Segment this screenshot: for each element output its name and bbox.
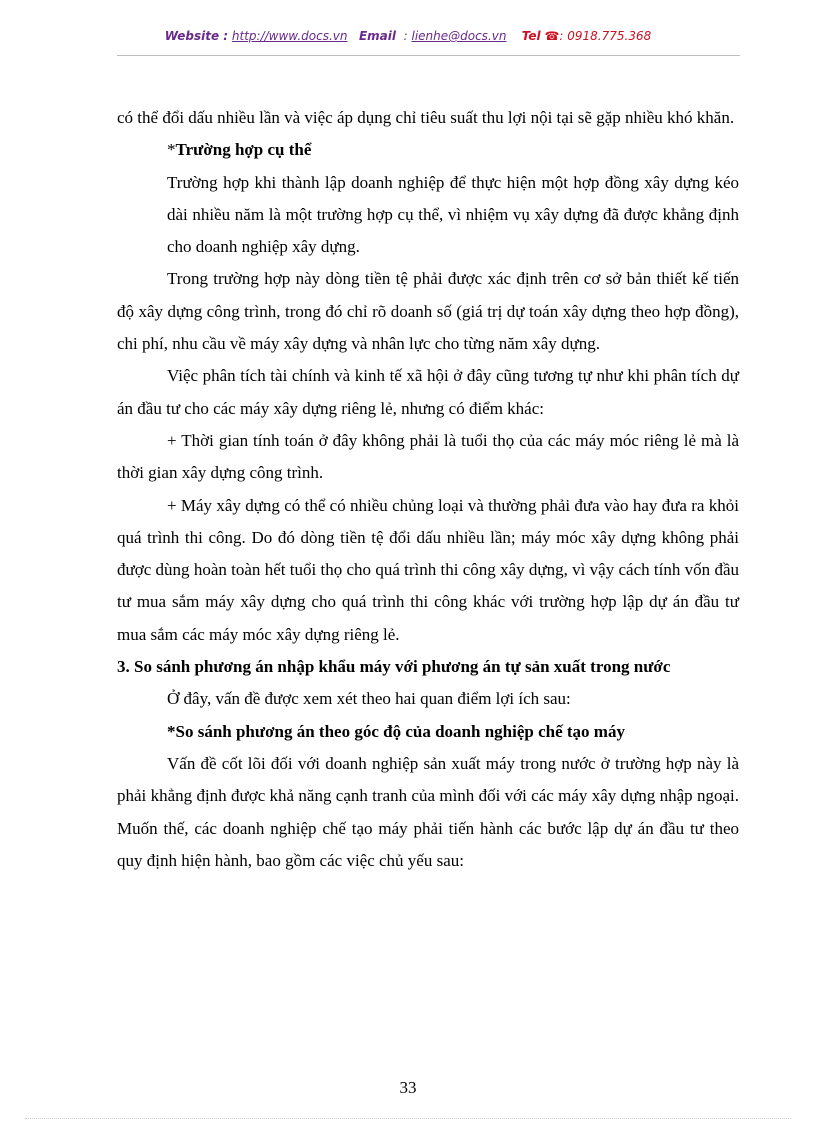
phone-icon: ☎: [544, 29, 560, 43]
paragraph: Ở đây, vấn đề được xem xét theo hai quan điểm lợi ích sau:: [167, 689, 571, 709]
paragraph: Trường hợp khi thành lập doanh nghiệp để thực hiện một hợp đồng xây dựng kéo dài nhiều năm là một trường hợp cụ thể, vì nhiệm vụ xây dựng đã được khẳng định cho doanh nghiệp xây dựng.: [167, 172, 739, 257]
email-separator: :: [403, 29, 408, 43]
paragraph: + Máy xây dựng có thể có nhiều chủng loại và thường phải đưa vào hay đưa ra khỏi quá trình thi công. Do đó dòng tiền tệ đổi dấu nhiều lần; máy móc xây dựng không phải được dùng hoàn toàn hết tuổi thọ cho quá trình thi công xây dựng, vì vậy cách tính vốn đầu tư mua sắm máy xây dựng cho quá trình thi công khác với trường hợp lập dự án đầu tư mua sắm các máy móc xây dựng riêng lẻ.: [117, 495, 739, 644]
paragraph: Vấn đề cốt lõi đối với doanh nghiệp sản xuất máy trong nước ở trường hợp này là phải khẳng định được khả năng cạnh tranh của mình đối với các máy xây dựng nhập ngoại. Muốn thế, các doanh nghiệp chế tạo máy phải tiến hành các bước lập dự án đầu tư theo quy định hiện hành, bao gồm các việc chủ yếu sau:: [117, 753, 739, 870]
page-number: 33: [399, 1078, 417, 1097]
paragraph: có thể đổi dấu nhiều lần và việc áp dụng chỉ tiêu suất thu lợi nội tại sẽ gặp nhiều khó khăn.: [117, 108, 735, 127]
bullet-star: *: [167, 140, 176, 160]
email-label: Email: [358, 29, 396, 43]
email-link[interactable]: lienhe@docs.vn: [411, 29, 507, 43]
header-divider: [117, 55, 740, 56]
page-header: [0, 29, 816, 43]
paragraph: + Thời gian tính toán ở đây không phải là tuổi thọ của các máy móc riêng lẻ mà là thời gian xây dựng công trình.: [117, 430, 739, 483]
case-heading-text: Trường hợp cụ thể: [175, 140, 312, 160]
case-heading: [117, 134, 739, 166]
subsection-heading: *So sánh phương án theo góc độ của doanh nghiệp chế tạo máy: [167, 721, 625, 741]
website-label: Website :: [164, 29, 229, 43]
tel-label: Tel: [521, 29, 541, 43]
page-content: [117, 102, 739, 877]
paragraph: Việc phân tích tài chính và kinh tế xã hội ở đây cũng tương tự như khi phân tích dự án đầu tư cho các máy xây dựng riêng lẻ, nhưng có điểm khác:: [117, 366, 739, 418]
section-heading: 3. So sánh phương án nhập khẩu máy với phương án tự sản xuất trong nước: [117, 657, 671, 677]
footer-divider: [25, 1118, 791, 1119]
tel-number: : 0918.775.368: [559, 29, 652, 43]
website-link[interactable]: http://www.docs.vn: [231, 29, 348, 43]
paragraph: Trong trường hợp này dòng tiền tệ phải được xác định trên cơ sở bản thiết kế tiến độ xây dựng công trình, trong đó chỉ rõ doanh số (giá trị dự toán xây dựng theo hợp đồng), chi phí, nhu cầu về máy xây dựng và nhân lực cho từng năm xây dựng.: [117, 269, 739, 354]
